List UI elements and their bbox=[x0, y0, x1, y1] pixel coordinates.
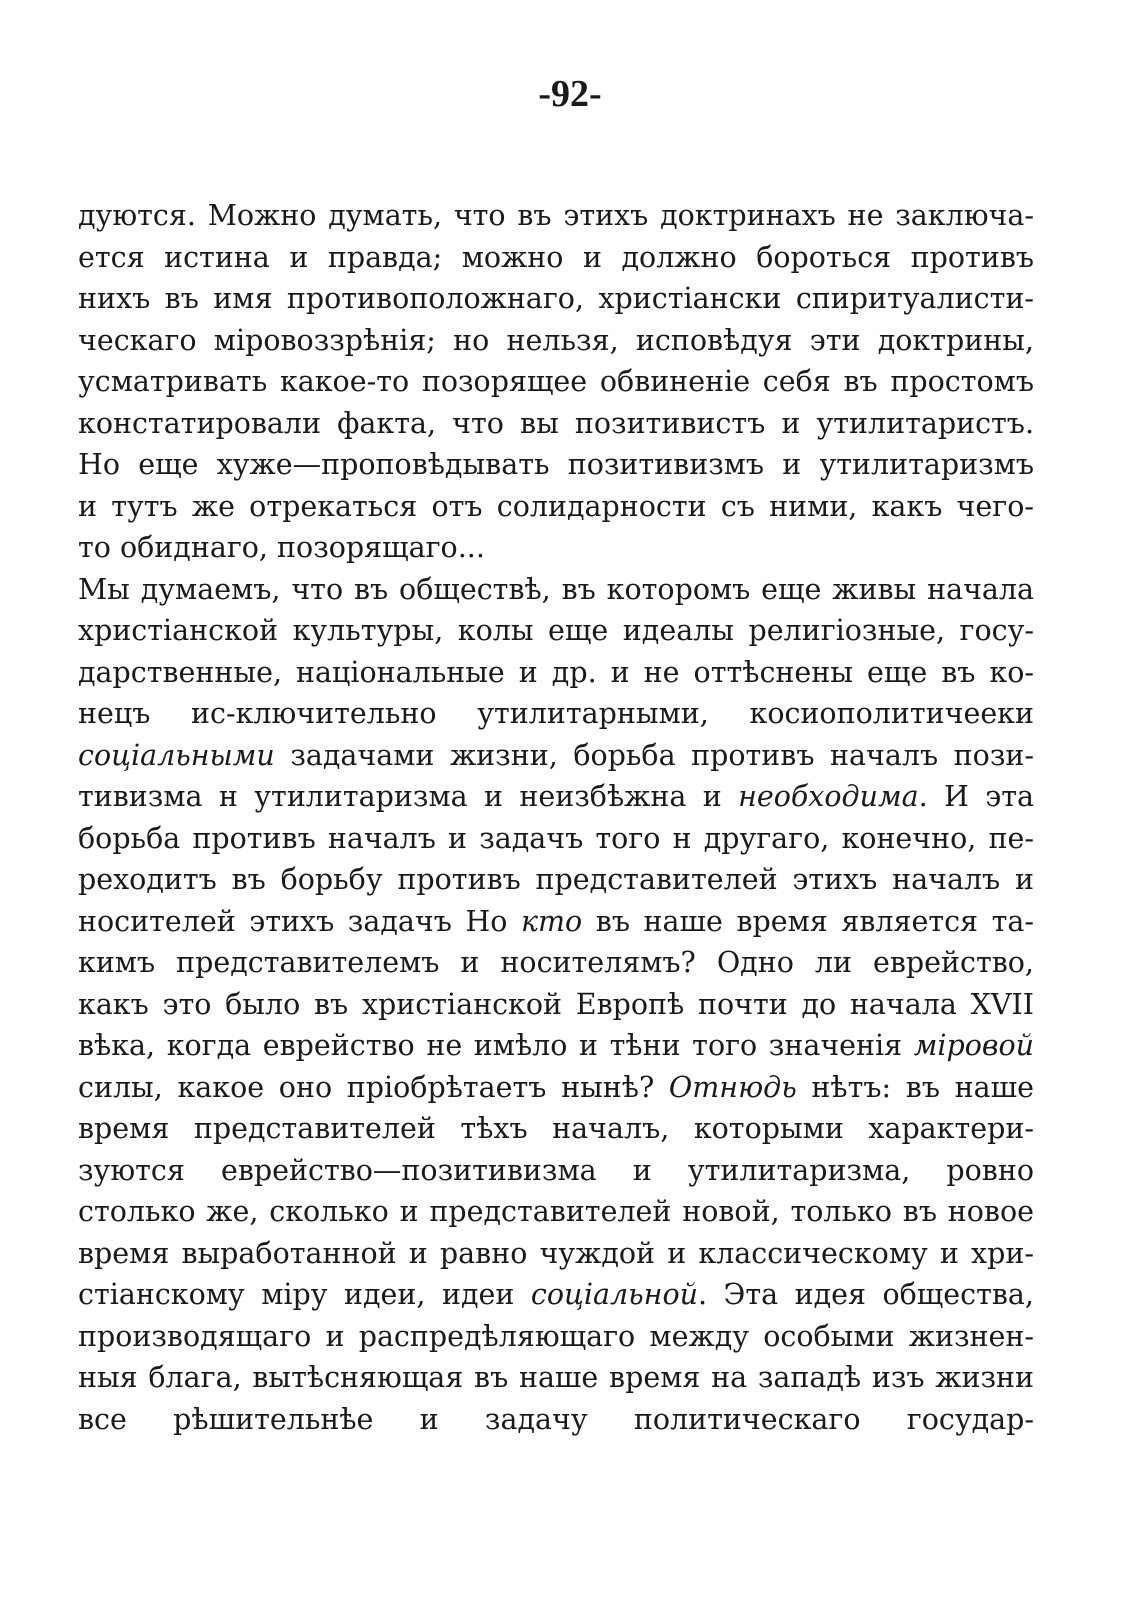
text-line bbox=[78, 1025, 1034, 1067]
text-line bbox=[78, 776, 1034, 818]
text-line bbox=[78, 901, 1034, 943]
body-text bbox=[78, 195, 1034, 1440]
text-line: то обиднаго, позорящаго... bbox=[78, 531, 485, 564]
italic-term: Отнюдь bbox=[668, 1070, 797, 1104]
text-line bbox=[78, 1274, 1034, 1316]
text-line: констатировали факта, что вы позитивистъ и утилитаристъ. bbox=[78, 406, 1034, 440]
text-line: кимъ представителемъ и носителямъ? Одно ли еврейство, bbox=[78, 946, 1034, 979]
text-line: ческаго міровоззрѣнія; но нельзя, исповѣдуя эти доктрины, bbox=[78, 323, 1034, 357]
line-fragment: стіанскому міру идеи, идеи bbox=[78, 1278, 531, 1311]
text-line: зуются еврейство—позитивизма и утилитаризма, ровно bbox=[78, 1153, 1034, 1187]
text-line: Мы думаемъ, что въ обществѣ, въ которомъ еще живы начала bbox=[78, 572, 1034, 606]
line-fragment: силы, какое оно пріобрѣтаетъ нынѣ? bbox=[78, 1070, 669, 1104]
italic-term: міровой bbox=[913, 1029, 1034, 1062]
italic-term: соціальной bbox=[530, 1278, 698, 1311]
text-line: время представителей тѣхъ началъ, которыми характери- bbox=[78, 1112, 1034, 1145]
line-fragment: носителей этихъ задачъ Но bbox=[78, 904, 522, 938]
italic-term: необходима bbox=[738, 780, 919, 813]
text-line bbox=[78, 1067, 1034, 1109]
text-line: Но еще хуже—проповѣдывать позитивизмъ и утилитаризмъ bbox=[78, 448, 1034, 481]
text-line: реходитъ въ борьбу противъ представителей этихъ началъ и bbox=[78, 863, 1034, 896]
italic-term: кто bbox=[521, 904, 583, 938]
line-fragment: задачами жизни, борьба противъ началъ пози- bbox=[274, 738, 1034, 772]
text-line: все рѣшительнѣе и задачу политическаго государ- bbox=[78, 1402, 1034, 1436]
text-line: дуются. Можно думать, что въ этихъ доктринахъ не заключа- bbox=[78, 199, 1034, 232]
text-line bbox=[78, 735, 1034, 777]
line-fragment: . Эта идея общества, bbox=[697, 1278, 1034, 1311]
text-line: ныя блага, вытѣсняющая въ наше время на западѣ изъ жизни bbox=[78, 1361, 1034, 1394]
line-fragment: тивизма н утилитаризма и неизбѣжна и bbox=[78, 780, 739, 813]
text-line: столько же, сколько и представителей новой, только въ новое bbox=[78, 1195, 1034, 1228]
text-line: борьба противъ началъ и задачъ того н другаго, конечно, пе- bbox=[78, 821, 1034, 855]
line-fragment: вѣка, когда еврейство не имѣло и тѣни того значенія bbox=[78, 1029, 914, 1062]
line-fragment: въ наше время является та- bbox=[582, 904, 1034, 938]
line-fragment: . И эта bbox=[918, 780, 1034, 813]
text-line: и тутъ же отрекаться отъ солидарности съ ними, какъ чего- bbox=[78, 489, 1034, 523]
text-line: время выработанной и равно чуждой и классическому и хри- bbox=[78, 1236, 1034, 1270]
page-number: -92- bbox=[538, 73, 602, 115]
text-line: ется истина и правда; можно и должно бороться противъ bbox=[78, 240, 1034, 274]
text-line: усматривать какое-то позорящее обвиненіе себя въ простомъ bbox=[78, 365, 1034, 398]
text-line: дарственные, національные и др. и не оттѣснены еще въ ко- bbox=[78, 655, 1034, 689]
text-line: нихъ въ имя противоположнаго, христіански спиритуалисти- bbox=[78, 282, 1034, 315]
text-line: производящаго и распредѣляющаго между особыми жизнен- bbox=[78, 1319, 1034, 1353]
italic-term: соціальными bbox=[78, 738, 275, 772]
text-line: нецъ ис-ключительно утилитарными, косиополитичееки bbox=[78, 697, 1034, 730]
text-line: какъ это было въ христіанской Европѣ почти до начала XVII bbox=[78, 987, 1034, 1021]
line-fragment: нѣтъ: въ наше bbox=[796, 1070, 1034, 1104]
text-line: христіанской культуры, колы еще идеалы религіозные, госу- bbox=[78, 614, 1034, 647]
